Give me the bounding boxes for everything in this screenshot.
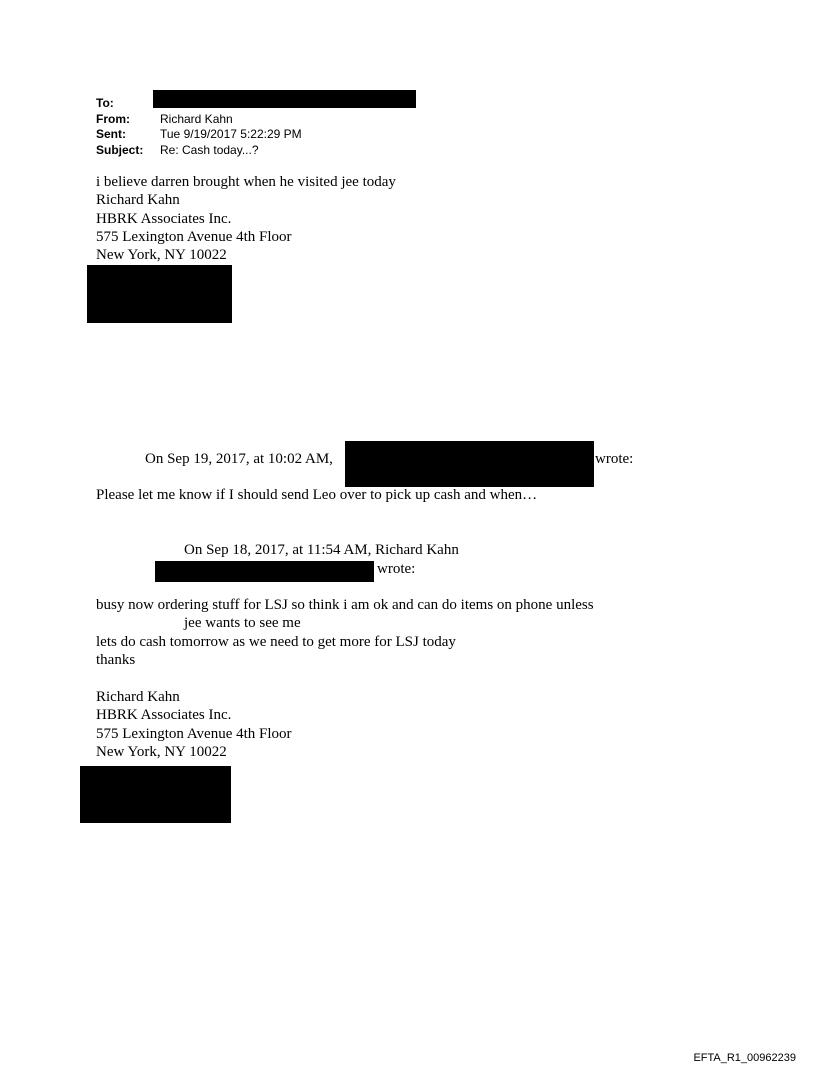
signature-redaction bbox=[87, 265, 232, 323]
quote2-signature-line: HBRK Associates Inc. bbox=[96, 707, 232, 723]
document-id: EFTA_R1_00962239 bbox=[693, 1052, 796, 1064]
quote2-wrote: wrote: bbox=[377, 561, 416, 577]
subject-label: Subject: bbox=[96, 143, 144, 157]
quote2-signature-line: 575 Lexington Avenue 4th Floor bbox=[96, 726, 292, 742]
quote2-body-line: lets do cash tomorrow as we need to get more for LSJ today bbox=[96, 634, 456, 650]
reply-body: i believe darren brought when he visited jee today bbox=[96, 174, 396, 190]
quote1-sender-redaction bbox=[345, 441, 594, 487]
quote2-email-redaction bbox=[155, 561, 374, 582]
quote2-intro: On Sep 18, 2017, at 11:54 AM, Richard Kahn bbox=[184, 542, 459, 558]
quote1-wrote: wrote: bbox=[595, 451, 634, 467]
quote2-body-line: thanks bbox=[96, 652, 136, 668]
quote2-body-line: jee wants to see me bbox=[184, 615, 301, 631]
signature-line: HBRK Associates Inc. bbox=[96, 211, 232, 227]
quote1-body: Please let me know if I should send Leo over to pick up cash and when… bbox=[96, 487, 538, 503]
from-label: From: bbox=[96, 112, 130, 126]
signature-line: New York, NY 10022 bbox=[96, 247, 227, 263]
quote1-intro: On Sep 19, 2017, at 10:02 AM, bbox=[145, 451, 333, 467]
to-redaction bbox=[153, 90, 416, 108]
subject-value: Re: Cash today...? bbox=[160, 143, 259, 157]
quote2-signature-redaction bbox=[80, 766, 231, 823]
to-label: To: bbox=[96, 96, 114, 110]
sent-label: Sent: bbox=[96, 127, 126, 141]
sent-value: Tue 9/19/2017 5:22:29 PM bbox=[160, 127, 302, 141]
from-value: Richard Kahn bbox=[160, 112, 233, 126]
signature-line: 575 Lexington Avenue 4th Floor bbox=[96, 229, 292, 245]
quote2-body-line: busy now ordering stuff for LSJ so think i am ok and can do items on phone unless bbox=[96, 597, 594, 613]
signature-line: Richard Kahn bbox=[96, 192, 180, 208]
quote2-signature-line: Richard Kahn bbox=[96, 689, 180, 705]
quote2-signature-line: New York, NY 10022 bbox=[96, 744, 227, 760]
